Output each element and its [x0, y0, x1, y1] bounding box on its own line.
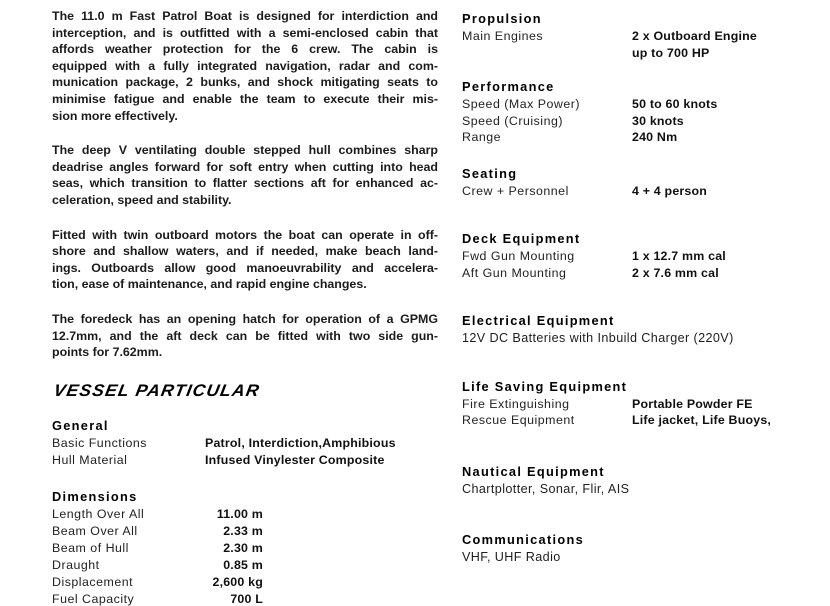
spec-value-line: 2 x Outboard Engine — [632, 29, 757, 43]
intro-paragraph-3 — [52, 227, 438, 293]
paragraph-line: celeration, speed and stability. — [52, 192, 232, 207]
paragraph-line: ings. Outboards allow good manoeuvrability and accelera- — [52, 260, 438, 275]
paragraph-line: sion more effectively. — [52, 108, 178, 123]
spec-value: 2,600 kg — [212, 574, 263, 589]
paragraph-line: 12.7mm, and the aft deck can be fitted with two side gun- — [52, 328, 438, 343]
spec-label: Main Engines — [462, 29, 544, 43]
spec-value: 30 knots — [632, 113, 684, 128]
spec-label: Rescue Equipment — [462, 413, 575, 427]
propulsion-section — [462, 10, 818, 61]
spec-label: Aft Gun Mounting — [462, 265, 567, 280]
spec-label: Crew + Personnel — [462, 183, 569, 198]
spec-value: Infused Vinylester Composite — [205, 452, 385, 467]
dimensions-section — [52, 488, 438, 606]
spec-value — [632, 28, 757, 61]
spec-label: Speed (Max Power) — [462, 97, 580, 111]
spec-label: Displacement — [52, 574, 134, 589]
table-row — [52, 574, 438, 591]
communications-section — [462, 531, 818, 566]
spec-value: Portable Powder FE — [632, 396, 753, 411]
table-row — [462, 396, 818, 413]
paragraph-line: equipped with a fully integrated navigation, radar and com- — [52, 58, 438, 73]
spec-label: Fuel Capacity — [52, 591, 135, 606]
spec-value: 2 x 7.6 mm cal — [632, 265, 719, 280]
section-title: Electrical Equipment — [462, 313, 615, 328]
general-section — [52, 417, 438, 469]
table-row — [462, 412, 818, 429]
section-title: Seating — [462, 165, 518, 181]
section-title: General — [52, 417, 109, 433]
table-row — [462, 28, 818, 61]
paragraph-line: tion, ease of maintenance, and rapid engine changes. — [52, 277, 367, 292]
page-title: VESSEL PARTICULAR — [52, 380, 262, 400]
spec-label: Fire Extinguishing — [462, 396, 570, 411]
paragraph-line: interception, and is outfitted with a semi-enclosed cabin that — [52, 25, 438, 40]
table-row — [52, 523, 438, 540]
deck-equipment-section — [462, 230, 818, 281]
table-row — [462, 183, 818, 200]
spec-label: Draught — [52, 557, 100, 572]
paragraph-line: seas, which transition to flatter sections aft for enhanced ac- — [52, 176, 438, 191]
spec-value: Life jacket, Life Buoys, — [632, 413, 772, 427]
section-title: Dimensions — [52, 488, 138, 504]
spec-value-line: up to 700 HP — [632, 45, 710, 60]
spec-value: 1 x 12.7 mm cal — [632, 249, 726, 263]
paragraph-line: points for 7.62mm. — [52, 345, 163, 360]
table-row — [52, 506, 438, 523]
spec-value: 240 Nm — [632, 130, 678, 144]
performance-section — [462, 78, 818, 146]
spec-value: 700 L — [230, 591, 263, 606]
spec-label: Beam Over All — [52, 523, 138, 538]
spec-value: 2.33 m — [223, 523, 263, 538]
spec-value: 11.00 m — [216, 506, 263, 521]
paragraph-line: shore and shallow waters, and if needed, make beach land- — [52, 244, 438, 259]
table-row — [52, 435, 438, 452]
spec-label: Range — [462, 130, 502, 144]
electrical-equipment-section — [462, 312, 818, 347]
table-row — [52, 540, 438, 557]
nautical-equipment-section — [462, 463, 818, 498]
section-title: Deck Equipment — [462, 231, 581, 246]
paragraph-line: The 11.0 m Fast Patrol Boat is designed for interdiction and — [52, 9, 438, 23]
paragraph-line: Fitted with twin outboard motors the boat can operate in off- — [52, 227, 438, 242]
spec-value: 4 + 4 person — [632, 183, 708, 198]
left-column — [52, 8, 438, 606]
seating-section — [462, 165, 818, 200]
table-row — [462, 129, 818, 146]
section-text: VHF, UHF Radio — [462, 550, 561, 564]
paragraph-line: The deep V ventilating double stepped hull combines sharp — [52, 143, 438, 158]
spec-label: Hull Material — [52, 452, 128, 467]
spec-label: Length Over All — [52, 506, 145, 521]
section-title: Communications — [462, 532, 585, 547]
table-row — [462, 96, 818, 113]
section-title: Life Saving Equipment — [462, 378, 628, 394]
spec-label: Basic Functions — [52, 435, 147, 450]
table-row — [462, 248, 818, 265]
paragraph-line: munication package, 2 bunks, and shock mitigating seats to — [52, 75, 438, 90]
paragraph-line: deadrise angles forward for soft entry when cutting into head — [52, 159, 438, 174]
spec-value: 0.85 m — [223, 557, 263, 572]
section-text: Chartplotter, Sonar, Flir, AIS — [462, 481, 630, 496]
intro-paragraph-1 — [52, 8, 438, 124]
spec-value: 50 to 60 knots — [632, 97, 718, 111]
table-row — [52, 557, 438, 574]
spec-label: Beam of Hull — [52, 540, 129, 555]
spec-value: Patrol, Interdiction,Amphibious — [205, 435, 396, 450]
section-title: Performance — [462, 79, 555, 94]
spec-value: 2.30 m — [223, 540, 263, 555]
section-title: Propulsion — [462, 11, 542, 26]
spec-label: Speed (Cruising) — [462, 113, 563, 128]
spec-label: Fwd Gun Mounting — [462, 249, 575, 263]
section-title: Nautical Equipment — [462, 463, 605, 479]
intro-paragraph-4 — [52, 311, 438, 361]
table-row — [52, 591, 438, 606]
right-column — [462, 10, 818, 566]
table-row — [462, 265, 818, 282]
paragraph-line: minimise fatigue and enable the team to execute their mis- — [52, 91, 438, 106]
section-text: 12V DC Batteries with Inbuild Charger (220V) — [462, 331, 734, 345]
table-row — [52, 452, 438, 469]
paragraph-line: The foredeck has an opening hatch for operation of a GPMG — [52, 311, 438, 326]
paragraph-line: affords weather protection for the 6 crew. The cabin is — [52, 42, 438, 57]
table-row — [462, 113, 818, 130]
intro-paragraph-2 — [52, 142, 438, 208]
life-saving-equipment-section — [462, 378, 818, 429]
